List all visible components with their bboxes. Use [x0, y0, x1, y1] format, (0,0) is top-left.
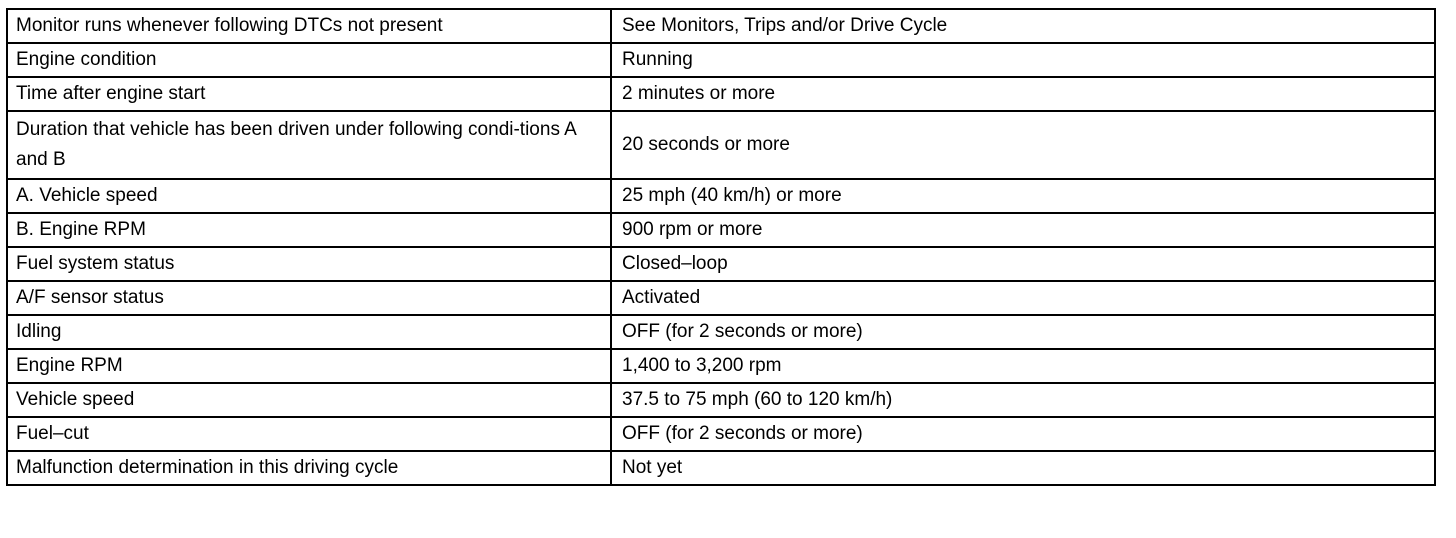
condition-cell: Malfunction determination in this driving cycle [7, 451, 611, 485]
value-cell: Not yet [611, 451, 1435, 485]
value-cell: 2 minutes or more [611, 77, 1435, 111]
value-cell: OFF (for 2 seconds or more) [611, 315, 1435, 349]
condition-cell: Duration that vehicle has been driven under following condi-tions A and B [7, 111, 611, 179]
table-row [7, 417, 1435, 451]
table-row [7, 281, 1435, 315]
value-cell: Activated [611, 281, 1435, 315]
condition-cell: Engine condition [7, 43, 611, 77]
value-cell: 20 seconds or more [611, 111, 1435, 179]
condition-cell: Fuel–cut [7, 417, 611, 451]
value-cell: 37.5 to 75 mph (60 to 120 km/h) [611, 383, 1435, 417]
monitor-conditions-table [6, 8, 1436, 486]
value-cell: 25 mph (40 km/h) or more [611, 179, 1435, 213]
condition-cell: A. Vehicle speed [7, 179, 611, 213]
value-cell: OFF (for 2 seconds or more) [611, 417, 1435, 451]
condition-cell: Vehicle speed [7, 383, 611, 417]
condition-cell: B. Engine RPM [7, 213, 611, 247]
value-cell: Running [611, 43, 1435, 77]
table-row [7, 315, 1435, 349]
conditions-table-container [6, 8, 1436, 486]
value-cell: See Monitors, Trips and/or Drive Cycle [611, 9, 1435, 43]
table-row [7, 383, 1435, 417]
condition-cell: Idling [7, 315, 611, 349]
table-row [7, 349, 1435, 383]
table-row [7, 43, 1435, 77]
condition-cell: Monitor runs whenever following DTCs not present [7, 9, 611, 43]
condition-cell: Engine RPM [7, 349, 611, 383]
condition-cell: Fuel system status [7, 247, 611, 281]
value-cell: 1,400 to 3,200 rpm [611, 349, 1435, 383]
condition-cell: A/F sensor status [7, 281, 611, 315]
value-cell: Closed–loop [611, 247, 1435, 281]
table-row [7, 9, 1435, 43]
condition-cell: Time after engine start [7, 77, 611, 111]
table-row [7, 247, 1435, 281]
table-row [7, 451, 1435, 485]
table-row [7, 77, 1435, 111]
value-cell: 900 rpm or more [611, 213, 1435, 247]
table-row [7, 213, 1435, 247]
table-row [7, 111, 1435, 179]
table-row [7, 179, 1435, 213]
